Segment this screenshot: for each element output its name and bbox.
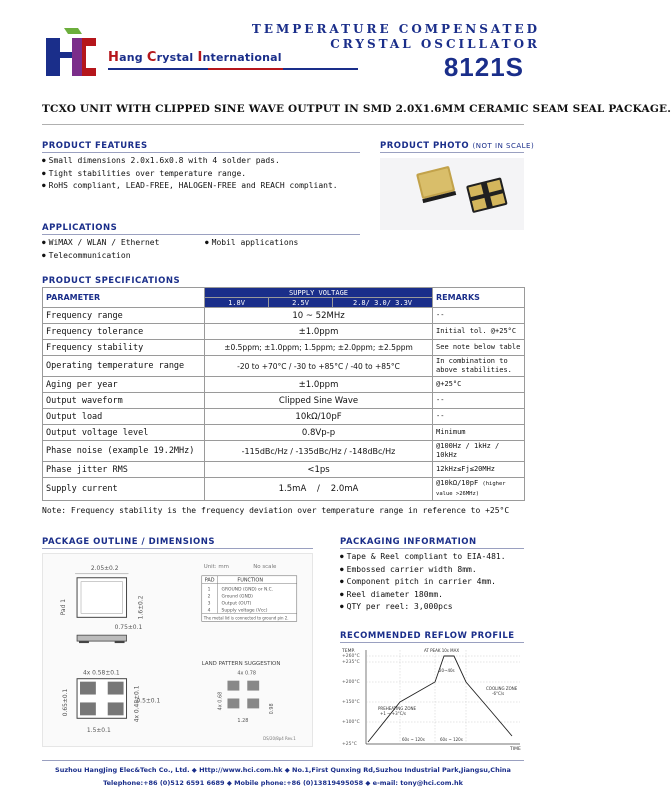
voltage-header: 2.8/ 3.0/ 3.3V [333, 298, 433, 308]
specs-footnote: Note: Frequency stability is the frequency deviation over temperature range in reference to +25°C [42, 506, 510, 515]
list-item: ● Reel diameter 180mm. [340, 589, 506, 602]
product-subtitle: TCXO UNIT WITH CLIPPED SINE WAVE OUTPUT IN SMD 2.0X1.6MM CERAMIC SEAM SEAL PACKAGE. [42, 103, 671, 115]
peak-label: AT PEAK 10s MAX [424, 648, 460, 653]
doc-title-line-2: CRYSTAL OSCILLATOR [330, 37, 540, 51]
land-dim-right: 0.98 [269, 703, 276, 715]
footer-contact: Telephone:+86 (0)512 6591 6689 ◆ Mobile phone:+86 (0)13819495058 ◆ e-mail: tony@hci.com.hk [103, 779, 463, 787]
y-tick: +150°C [342, 700, 360, 705]
reflow-heading: RECOMMENDED REFLOW PROFILE [340, 631, 515, 641]
table-row: Frequency tolerance ±1.0ppm Initial tol. @+25°C [43, 324, 525, 340]
table-row: Supply current 1.5mA / 2.0mA @10kΩ/10pF (higher value >26MHz) [43, 478, 525, 501]
land-heading: LAND PATTERN SUGGESTION [201, 660, 281, 667]
photo-heading: PRODUCT PHOTO (NOT IN SCALE) [380, 141, 535, 151]
list-item: ● Small dimensions 2.0x1.6x0.8 with 4 solder pads. [42, 155, 338, 168]
dim-pad-w: 4x 0.58±0.1 [82, 669, 120, 677]
dim-gap: 0.5±0.1 [136, 697, 161, 705]
reflow-profile-chart [340, 646, 524, 752]
specifications-table [42, 287, 525, 501]
svg-text:Output (OUT): Output (OUT) [221, 601, 252, 607]
y-tick: +100°C [342, 720, 360, 725]
dim-side: 1.6±0.2 [137, 595, 145, 620]
table-row: Aging per year ±1.0ppm @+25°C [43, 377, 525, 393]
packaging-list [340, 551, 506, 614]
cooling-label: COOLING ZONE [486, 686, 518, 691]
svg-text:1: 1 [207, 587, 211, 593]
footer-address: Suzhou HangJing Elec&Tech Co., Ltd. ◆ Http://www.hci.com.hk ◆ No.1,First Qunxing Rd,Suzhou Industrial Park,Jiangsu,China [55, 766, 511, 774]
revision-label: DS/20/8p4 Rev.1 [263, 736, 296, 742]
land-dim-top: 4x 0.78 [237, 670, 257, 677]
x-axis-label: TIME [510, 747, 521, 752]
divider [380, 152, 524, 153]
remarks-column-header: REMARKS [433, 288, 525, 308]
list-item: ● Tight stabilities over temperature range. [42, 168, 338, 181]
y-tick: +260°C [342, 654, 360, 659]
product-photo [380, 158, 524, 230]
unit-label: Unit: mm [203, 563, 229, 570]
outline-heading: PACKAGE OUTLINE / DIMENSIONS [42, 537, 215, 547]
pad-table-note: The metal lid is connected to ground pin 2. [203, 615, 289, 621]
land-dim-bottom: 1.28 [237, 718, 249, 725]
svg-text:2: 2 [207, 594, 211, 600]
table-row: Phase noise (example 19.2MHz) -115dBc/Hz / -135dBc/Hz / -148dBc/Hz @100Hz / 1kHz / 10kHz [43, 441, 525, 462]
specs-heading: PRODUCT SPECIFICATIONS [42, 276, 181, 286]
table-row: Operating temperature range -20 to +70°C / -30 to +85°C / -40 to +85°C In combination to above stabilities. [43, 356, 525, 377]
company-logo [42, 26, 100, 78]
divider [42, 548, 313, 549]
divider [340, 548, 524, 549]
land-dim-side: 4x 0.68 [217, 691, 224, 711]
list-item: ● Telecommunication [42, 250, 159, 263]
peak-time-label: 20~40s [439, 668, 455, 673]
span-label: 60s ~ 120s [440, 737, 463, 742]
list-item: ● Component pitch in carrier 4mm. [340, 576, 506, 589]
dim-bottom: 1.5±0.1 [86, 727, 111, 735]
table-row: Output load 10kΩ/10pF -- [43, 409, 525, 425]
function-col-header: FUNCTION [237, 577, 264, 584]
dim-left: 0.65±0.1 [62, 688, 70, 717]
table-row: Frequency range 10 ~ 52MHz -- [43, 308, 525, 324]
package-outline-drawing [42, 553, 313, 747]
company-name: Hang Crystal International [108, 50, 282, 65]
list-item: ● WiMAX / WLAN / Ethernet [42, 237, 159, 250]
doc-title-line-1: TEMPERATURE COMPENSATED [251, 22, 540, 36]
list-item: ● Embossed carrier width 8mm. [340, 564, 506, 577]
applications-heading: APPLICATIONS [42, 223, 118, 233]
y-axis-label: TEMP. [342, 649, 355, 654]
voltage-header: 2.5V [269, 298, 333, 308]
divider [42, 152, 360, 153]
dim-height: 0.75±0.1 [114, 624, 143, 632]
features-list [42, 155, 338, 193]
scale-label: No scale [253, 563, 277, 570]
pad1-label: Pad 1 [60, 599, 68, 616]
voltage-header: 1.8V [205, 298, 269, 308]
part-number: 8121S [443, 52, 524, 82]
table-row: Output waveform Clipped Sine Wave -- [43, 393, 525, 409]
applications-list-right [205, 237, 298, 250]
divider [340, 642, 524, 643]
param-column-header: PARAMETER [43, 288, 205, 308]
table-row: Phase jitter RMS <1ps 12kHz≤Fj≤20MHz [43, 462, 525, 478]
pad-col-header: PAD [204, 577, 215, 584]
y-tick: +200°C [342, 680, 360, 685]
table-row: Frequency stability ±0.5ppm; ±1.0ppm; 1.5ppm; ±2.0ppm; ±2.5ppm See note below table [43, 340, 525, 356]
table-row: Output voltage level 0.8Vp-p Minimum [43, 425, 525, 441]
list-item: ● QTY per reel: 3,000pcs [340, 601, 506, 614]
divider [42, 760, 524, 761]
preheat-rate-label: +1 ~ +3°C/s [380, 711, 406, 716]
dim-pad-h: 4x 0.48±0.1 [133, 685, 141, 723]
applications-list-left [42, 237, 159, 262]
svg-text:Ground (GND): Ground (GND) [221, 594, 253, 600]
svg-text:GROUND (GND) or N.C.: GROUND (GND) or N.C. [221, 587, 274, 593]
company-underline [108, 68, 358, 70]
dim-top: 2.05±0.2 [90, 564, 119, 572]
svg-text:3: 3 [207, 601, 211, 607]
divider [42, 234, 360, 235]
divider [42, 124, 524, 125]
y-tick: +25°C [342, 742, 357, 747]
features-heading: PRODUCT FEATURES [42, 141, 148, 151]
supply-voltage-header: SUPPLY VOLTAGE [205, 288, 433, 298]
cooling-rate-label: -6°C/s [492, 691, 505, 696]
svg-text:4: 4 [207, 608, 211, 614]
span-label: 60s ~ 120s [402, 737, 425, 742]
list-item: ● RoHS compliant, LEAD-FREE, HALOGEN-FREE and REACH compliant. [42, 180, 338, 193]
svg-text:Supply voltage (Vcc): Supply voltage (Vcc) [221, 608, 268, 614]
y-tick: +235°C [342, 660, 360, 665]
list-item: ● Mobil applications [205, 237, 298, 250]
preheat-label: PREHEATING ZONE [378, 706, 417, 711]
list-item: ● Tape & Reel compliant to EIA-481. [340, 551, 506, 564]
packaging-heading: PACKAGING INFORMATION [340, 537, 477, 547]
